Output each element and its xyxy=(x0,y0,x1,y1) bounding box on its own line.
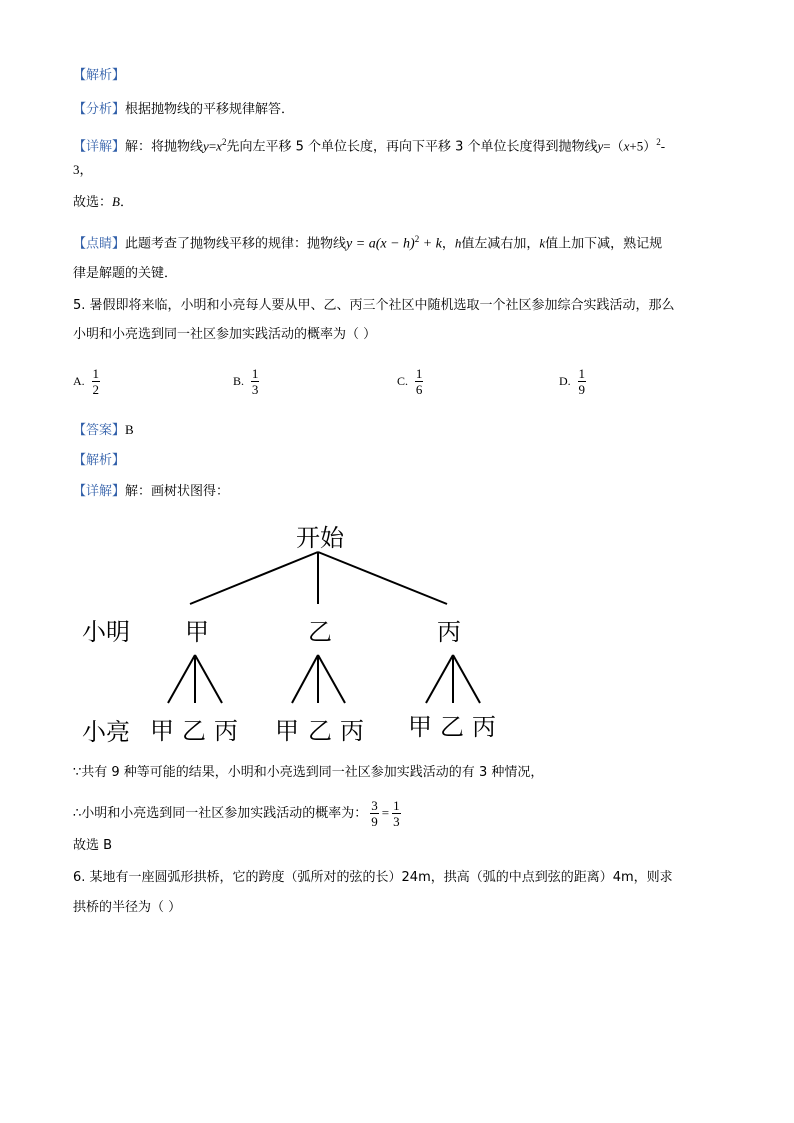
tree-row1-label: 小明 xyxy=(82,618,130,646)
q5-text-2: 小明和小亮选到同一社区参加实践活动的概率为（ ） xyxy=(73,327,377,342)
daan-tag: 【答案】 xyxy=(73,423,126,438)
var-x-2: x xyxy=(623,138,630,154)
detail-line xyxy=(73,133,665,156)
var-y-2: y xyxy=(597,138,604,154)
leaf-jia: 甲 xyxy=(408,713,432,741)
paren-open: =（ xyxy=(603,138,624,154)
var-y: y xyxy=(203,138,209,154)
jiexi-heading-2 xyxy=(73,452,125,470)
option-letter: C. xyxy=(397,374,409,388)
denominator: 2 xyxy=(92,382,99,397)
answer-value: B xyxy=(125,422,134,437)
tree-node-yi: 乙 xyxy=(308,618,332,646)
option-fraction xyxy=(251,366,260,397)
choose-letter: B xyxy=(112,194,120,209)
option-letter: D. xyxy=(559,374,571,388)
leaf-bing: 丙 xyxy=(472,713,496,741)
denominator: 3 xyxy=(251,382,259,397)
tree-diagram xyxy=(0,510,560,750)
tree-row2-label: 小亮 xyxy=(82,718,130,746)
q6-line1 xyxy=(73,869,673,887)
result-text-1: ∵共有 9 种等可能的结果，小明和小亮选到同一社区参加实践活动的有 3 种情况， xyxy=(73,765,544,780)
jiexi-tag: 【解析】 xyxy=(73,453,126,468)
result-fraction-2 xyxy=(392,798,401,829)
fenxi-line xyxy=(73,101,294,119)
var-x: x xyxy=(216,138,222,154)
tree-node-jia: 甲 xyxy=(185,618,209,646)
dianjing-tag: 【点睛】 xyxy=(73,236,126,252)
dianjing-line xyxy=(73,230,662,253)
numerator: 1 xyxy=(251,366,259,381)
leaf-yi: 乙 xyxy=(308,717,332,745)
equals-sign: = xyxy=(381,805,390,820)
result-line-2 xyxy=(73,798,404,829)
q6-text-1: 6. 某地有一座圆弧形拱桥，它的跨度（弧所对的弦的长）24m，拱高（弧的中点到弦的距离）4m，则求 xyxy=(73,870,673,885)
xiangjie-tag: 【详解】 xyxy=(73,139,126,155)
option-letter: B. xyxy=(233,374,245,388)
detail-line-2 xyxy=(73,483,229,501)
leaf-yi: 乙 xyxy=(182,717,206,745)
option-d xyxy=(559,366,589,397)
jiexi-heading xyxy=(73,67,125,85)
comma: ， xyxy=(441,236,455,252)
detail-cont-text: 3， xyxy=(73,162,93,177)
detail-cont xyxy=(73,161,93,180)
answer-line xyxy=(73,421,134,440)
jiexi-tag: 【解析】 xyxy=(73,68,126,83)
numerator: 3 xyxy=(371,798,378,813)
q6-line2 xyxy=(73,899,181,917)
tree-node-bing: 丙 xyxy=(437,618,461,646)
minus-sign: - xyxy=(660,138,666,154)
equals-sign: = xyxy=(208,138,217,154)
var-h: h xyxy=(454,235,462,251)
numerator: 1 xyxy=(92,366,99,381)
dianjing-text-2: 值左减右加， xyxy=(461,236,540,252)
result-line-1 xyxy=(73,764,543,782)
leaf-jia: 甲 xyxy=(150,717,174,745)
q6-text-2: 拱桥的半径为（ ） xyxy=(73,900,182,915)
exponent-2: 2 xyxy=(656,137,661,147)
option-b xyxy=(233,366,262,397)
option-a xyxy=(73,366,103,397)
numerator: 1 xyxy=(578,366,585,381)
result-fraction-1 xyxy=(370,798,379,829)
choose-line xyxy=(73,193,133,212)
q5-text-1: 5. 暑假即将来临，小明和小亮每人要从甲、乙、丙三个社区中随机选取一个社区参加综合实践活动，那么 xyxy=(73,298,675,313)
formula: y = a(x − h) xyxy=(346,236,415,252)
choose-text: 故选： xyxy=(73,195,113,210)
dianjing-cont xyxy=(73,265,177,283)
dianjing-cont-text: 律是解题的关键． xyxy=(73,266,178,281)
dianjing-text-3: 值上加下减，熟记规 xyxy=(545,236,663,252)
option-fraction xyxy=(578,366,587,397)
fenxi-text: 根据抛物线的平移规律解答． xyxy=(125,102,295,117)
exponent: 2 xyxy=(221,137,227,147)
denominator: 9 xyxy=(371,814,378,829)
denominator: 9 xyxy=(578,382,585,397)
var-k: k xyxy=(539,235,546,251)
detail-text: 解：将抛物线 xyxy=(125,139,204,155)
formula-exponent: 2 xyxy=(414,234,420,244)
result-text-2: ∴小明和小亮选到同一社区参加实践活动的概率为： xyxy=(73,806,368,821)
option-fraction xyxy=(92,366,101,397)
option-fraction xyxy=(415,366,424,397)
numerator: 1 xyxy=(393,798,400,813)
tree-root: 开始 xyxy=(296,524,344,552)
choose-end: ． xyxy=(119,195,133,210)
fenxi-tag: 【分析】 xyxy=(73,102,126,117)
q5-line2 xyxy=(73,326,376,344)
paren-expr: +5） xyxy=(629,138,657,154)
option-letter: A. xyxy=(73,374,85,388)
leaf-bing: 丙 xyxy=(340,717,364,745)
formula-end: + k xyxy=(419,236,442,252)
detail-text-2: 先向左平移 5 个单位长度，再向下平移 3 个单位长度得到抛物线 xyxy=(226,139,598,155)
choose-line-2 xyxy=(73,837,112,855)
leaf-yi: 乙 xyxy=(440,713,464,741)
option-c xyxy=(397,366,426,397)
dianjing-text: 此题考查了抛物线平移的规律：抛物线 xyxy=(125,236,347,252)
detail-text: 解：画树状图得： xyxy=(125,484,230,499)
q5-line1 xyxy=(73,297,675,315)
xiangjie-tag: 【详解】 xyxy=(73,484,126,499)
denominator: 3 xyxy=(393,814,400,829)
choose-text-2: 故选 B xyxy=(73,838,113,853)
leaf-bing: 丙 xyxy=(214,717,238,745)
leaf-jia: 甲 xyxy=(275,717,299,745)
denominator: 6 xyxy=(415,382,423,397)
numerator: 1 xyxy=(415,366,423,381)
